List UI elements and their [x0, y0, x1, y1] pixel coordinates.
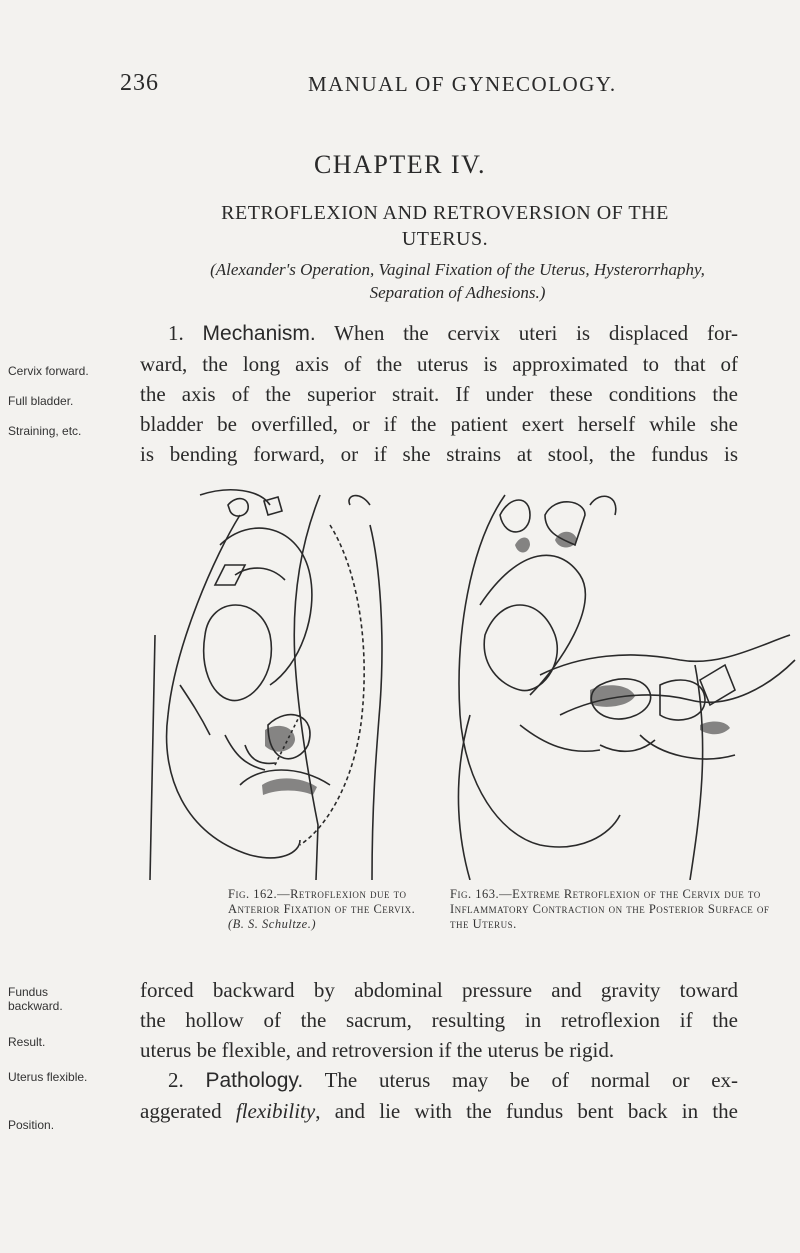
margin-note-straining: Straining, etc.: [8, 424, 82, 438]
figure-162-caption: [228, 887, 433, 932]
margin-note-full-bladder: Full bladder.: [8, 394, 74, 408]
chapter-heading: CHAPTER IV.: [313, 150, 487, 179]
paragraph-line-text: aggerated: [140, 1099, 236, 1123]
paragraph-line-text: , and lie with the fundus bent back in the: [315, 1099, 738, 1123]
figure-163-caption-text: Fig. 163.—Extreme Retroflexion of the Cervix due to Inflammatory Contraction on the Posterior Surface of the Uterus.: [450, 887, 770, 931]
chapter-title-line2: UTERUS.: [401, 228, 489, 250]
figure-163-caption: [450, 887, 772, 932]
paragraph-line: ward, the long axis of the uterus is approximated to that of: [140, 352, 738, 376]
paragraph-line: the hollow of the sacrum, resulting in retroflexion if the: [140, 1008, 738, 1032]
running-title: MANUAL OF GYNECOLOGY.: [308, 72, 617, 96]
margin-note-result: Result.: [8, 1035, 46, 1049]
emphasis-flexibility: flexibility: [235, 1099, 316, 1123]
paragraph-line: [140, 1096, 738, 1126]
section-heading-mechanism: Mechanism.: [202, 322, 316, 345]
chapter-title-line1: RETROFLEXION AND RETROVERSION OF THE: [221, 202, 669, 224]
chapter-subtitle-line1: (Alexander's Operation, Vaginal Fixation of the Uterus, Hysterorrhaphy,: [210, 260, 705, 279]
section-heading-pathology: Pathology.: [205, 1069, 304, 1092]
figure-shading: [262, 532, 730, 795]
anatomical-figures: [0, 485, 800, 880]
margin-note-cervix-forward: Cervix forward.: [8, 364, 89, 378]
paragraph-line: uterus be flexible, and retroversion if the uterus be rigid.: [140, 1038, 615, 1062]
paragraph-line: bladder be overfilled, or if the patient exert herself while she: [140, 412, 738, 436]
paragraph-line: the axis of the superior strait. If under these conditions the: [140, 382, 738, 406]
figure-163-drawing: [458, 495, 795, 880]
section-number: 1.: [168, 321, 184, 345]
paragraph-line: forced backward by abdominal pressure and gravity toward: [140, 978, 738, 1002]
figure-162-credit: (B. S. Schultze.): [228, 917, 316, 931]
paragraph-mechanism: [140, 318, 738, 469]
figures-illustration: [0, 485, 800, 880]
section-number: 2.: [168, 1068, 184, 1092]
paragraph-continuation: [140, 975, 738, 1126]
margin-note-position: Position.: [8, 1118, 55, 1132]
chapter-subtitle-line2: Separation of Adhesions.): [369, 283, 546, 302]
paragraph-line-text: The uterus may be of normal or ex-: [324, 1068, 739, 1092]
chapter-subtitle: [185, 258, 730, 304]
paragraph-line: [140, 1065, 738, 1096]
page-number: 236: [120, 70, 159, 96]
paragraph-line-text: When the cervix uteri is displaced for-: [334, 321, 739, 345]
figure-162-drawing: [150, 490, 382, 880]
paragraph-line: [140, 318, 738, 349]
margin-note-uterus-flexible: Uterus flexible.: [8, 1070, 88, 1084]
figure-162-caption-text: Fig. 162.—Retroflexion due to Anterior Fixation of the Cervix.: [228, 887, 416, 916]
paragraph-line: is bending forward, or if she strains at stool, the fundus is: [140, 442, 738, 466]
margin-note-fundus-backward: Fundus backward.: [8, 985, 63, 1013]
page-header: [120, 70, 640, 100]
chapter-title: [210, 200, 680, 252]
